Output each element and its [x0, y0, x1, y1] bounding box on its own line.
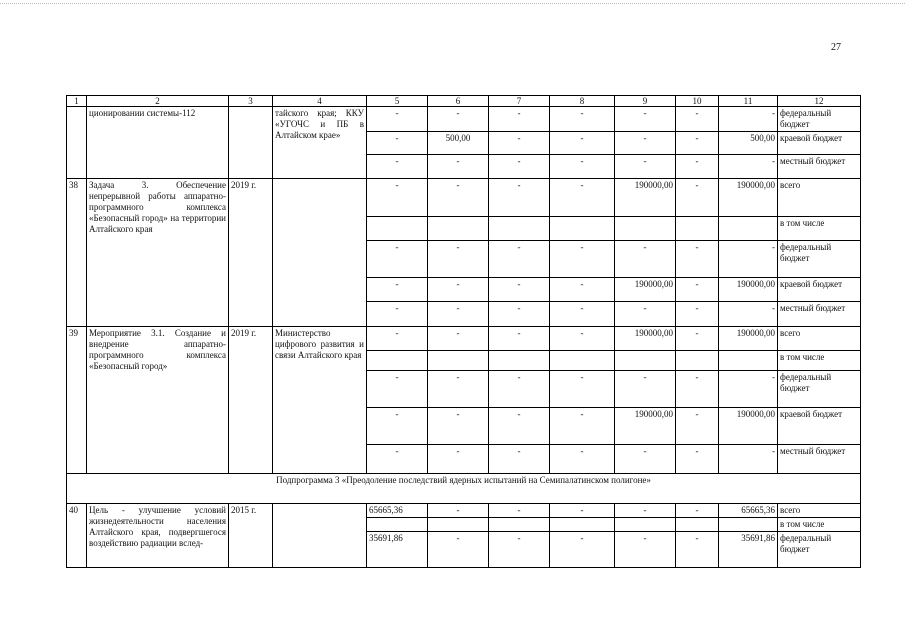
- value-cell: -: [489, 445, 550, 474]
- executor-cell: Министерство цифрового развития и связи Алтайского края: [273, 327, 367, 474]
- table-row: [67, 179, 861, 217]
- value-cell: -: [428, 278, 489, 302]
- funding-source-cell: местный бюджет: [778, 445, 861, 474]
- value-cell: -: [676, 278, 719, 302]
- value-cell: -: [367, 179, 428, 217]
- funding-source-cell: краевой бюджет: [778, 278, 861, 302]
- value-cell: -: [676, 107, 719, 132]
- value-cell: -: [367, 107, 428, 132]
- value-cell: -: [489, 155, 550, 179]
- header-cell: 1: [67, 96, 87, 107]
- value-cell: 190000,00: [719, 327, 778, 351]
- value-cell: [550, 518, 615, 532]
- value-cell: -: [615, 371, 676, 408]
- header-cell: 7: [489, 96, 550, 107]
- value-cell: -: [489, 408, 550, 445]
- value-cell: [676, 351, 719, 371]
- header-cell: 10: [676, 96, 719, 107]
- funding-source-cell: краевой бюджет: [778, 408, 861, 445]
- subprogram-row: [67, 474, 861, 504]
- value-cell: -: [676, 504, 719, 518]
- value-cell: -: [550, 107, 615, 132]
- value-cell: -: [676, 371, 719, 408]
- value-cell: -: [489, 302, 550, 327]
- header-cell: 2: [87, 96, 229, 107]
- header-cell: 4: [273, 96, 367, 107]
- value-cell: -: [428, 327, 489, 351]
- value-cell: -: [550, 408, 615, 445]
- value-cell: 35691,86: [367, 532, 428, 568]
- funding-source-cell: местный бюджет: [778, 302, 861, 327]
- value-cell: -: [489, 132, 550, 155]
- header-cell: 6: [428, 96, 489, 107]
- value-cell: -: [615, 107, 676, 132]
- year-cell: 2019 г.: [229, 327, 273, 474]
- header-cell: 5: [367, 96, 428, 107]
- funding-source-cell: федеральный бюджет: [778, 107, 861, 132]
- value-cell: -: [676, 132, 719, 155]
- value-cell: -: [676, 532, 719, 568]
- value-cell: [489, 518, 550, 532]
- value-cell: [719, 518, 778, 532]
- value-cell: -: [428, 241, 489, 278]
- value-cell: -: [489, 532, 550, 568]
- funding-source-cell: в том числе: [778, 217, 861, 241]
- value-cell: -: [367, 371, 428, 408]
- header-cell: 9: [615, 96, 676, 107]
- header-cell: 8: [550, 96, 615, 107]
- value-cell: [489, 217, 550, 241]
- value-cell: -: [489, 278, 550, 302]
- subprogram-title: Подпрограмма 3 «Преодоление последствий ядерных испытаний на Семипалатинском полигоне»: [67, 474, 861, 504]
- value-cell: -: [719, 155, 778, 179]
- value-cell: -: [367, 327, 428, 351]
- funding-source-cell: федеральный бюджет: [778, 241, 861, 278]
- value-cell: -: [367, 445, 428, 474]
- row-number-cell: 38: [67, 179, 87, 327]
- value-cell: -: [615, 504, 676, 518]
- value-cell: -: [489, 504, 550, 518]
- value-cell: -: [719, 107, 778, 132]
- value-cell: -: [428, 504, 489, 518]
- value-cell: -: [550, 371, 615, 408]
- funding-source-cell: всего: [778, 504, 861, 518]
- value-cell: -: [550, 132, 615, 155]
- value-cell: 500,00: [719, 132, 778, 155]
- funding-source-cell: федеральный бюджет: [778, 371, 861, 408]
- value-cell: 190000,00: [615, 327, 676, 351]
- value-cell: -: [550, 445, 615, 474]
- value-cell: -: [615, 445, 676, 474]
- year-cell: 2015 г.: [229, 504, 273, 568]
- executor-cell: [273, 504, 367, 568]
- funding-source-cell: федеральный бюджет: [778, 532, 861, 568]
- item-name-cell: Цель - улучшение условий жизнедеятельности населения Алтайского края, подвергшегося воздействию радиации вслед-: [87, 504, 229, 568]
- value-cell: [719, 217, 778, 241]
- value-cell: [676, 518, 719, 532]
- value-cell: 190000,00: [615, 408, 676, 445]
- value-cell: -: [615, 532, 676, 568]
- executor-cell: [273, 179, 367, 327]
- value-cell: [676, 217, 719, 241]
- value-cell: -: [550, 179, 615, 217]
- value-cell: -: [489, 179, 550, 217]
- row-number-cell: [67, 107, 87, 179]
- funding-source-cell: в том числе: [778, 518, 861, 532]
- header-cell: 12: [778, 96, 861, 107]
- value-cell: -: [550, 327, 615, 351]
- value-cell: -: [367, 132, 428, 155]
- value-cell: -: [615, 155, 676, 179]
- value-cell: -: [550, 278, 615, 302]
- header-row: [67, 96, 861, 107]
- value-cell: [550, 217, 615, 241]
- table-row: [67, 107, 861, 132]
- value-cell: -: [489, 241, 550, 278]
- header-cell: 11: [719, 96, 778, 107]
- value-cell: -: [676, 408, 719, 445]
- value-cell: [428, 351, 489, 371]
- value-cell: -: [428, 408, 489, 445]
- value-cell: -: [367, 278, 428, 302]
- executor-cell: тайского края; ККУ «УГОЧС и ПБ в Алтайском крае»: [273, 107, 367, 179]
- value-cell: -: [428, 532, 489, 568]
- value-cell: -: [550, 241, 615, 278]
- value-cell: -: [489, 107, 550, 132]
- value-cell: -: [550, 504, 615, 518]
- value-cell: 190000,00: [719, 408, 778, 445]
- value-cell: -: [615, 302, 676, 327]
- program-table: [66, 95, 861, 568]
- item-name-cell: Задача 3. Обеспечение непрерывной работы аппаратно-программного комплекса «Безопасный город» на территории Алтайского края: [87, 179, 229, 327]
- value-cell: -: [367, 408, 428, 445]
- value-cell: -: [615, 132, 676, 155]
- value-cell: -: [428, 371, 489, 408]
- value-cell: 190000,00: [615, 278, 676, 302]
- funding-source-cell: в том числе: [778, 351, 861, 371]
- value-cell: -: [676, 327, 719, 351]
- value-cell: -: [676, 241, 719, 278]
- value-cell: -: [367, 241, 428, 278]
- value-cell: [428, 518, 489, 532]
- value-cell: 190000,00: [615, 179, 676, 217]
- value-cell: 190000,00: [719, 278, 778, 302]
- value-cell: -: [367, 302, 428, 327]
- value-cell: -: [550, 155, 615, 179]
- year-cell: 2019 г.: [229, 179, 273, 327]
- item-name-cell: Мероприятие 3.1. Создание и внедрение аппаратно-программного комплекса «Безопасный город»: [87, 327, 229, 474]
- funding-source-cell: всего: [778, 327, 861, 351]
- value-cell: -: [676, 155, 719, 179]
- scan-edge-line: [0, 3, 905, 4]
- value-cell: -: [550, 532, 615, 568]
- header-cell: 3: [229, 96, 273, 107]
- row-number-cell: 40: [67, 504, 87, 568]
- value-cell: [367, 217, 428, 241]
- value-cell: -: [428, 302, 489, 327]
- page-number: 27: [831, 42, 841, 53]
- value-cell: [615, 351, 676, 371]
- funding-source-cell: местный бюджет: [778, 155, 861, 179]
- table-row: [67, 504, 861, 518]
- value-cell: -: [489, 327, 550, 351]
- value-cell: -: [676, 179, 719, 217]
- table-row: [67, 327, 861, 351]
- value-cell: -: [719, 241, 778, 278]
- value-cell: -: [615, 241, 676, 278]
- value-cell: -: [489, 371, 550, 408]
- value-cell: -: [676, 302, 719, 327]
- value-cell: -: [428, 179, 489, 217]
- value-cell: 65665,36: [367, 504, 428, 518]
- value-cell: [615, 217, 676, 241]
- value-cell: 35691,86: [719, 532, 778, 568]
- value-cell: -: [428, 107, 489, 132]
- value-cell: [367, 518, 428, 532]
- value-cell: -: [367, 155, 428, 179]
- value-cell: -: [428, 445, 489, 474]
- value-cell: 65665,36: [719, 504, 778, 518]
- value-cell: [550, 351, 615, 371]
- value-cell: -: [719, 302, 778, 327]
- value-cell: -: [719, 445, 778, 474]
- value-cell: -: [428, 155, 489, 179]
- funding-source-cell: краевой бюджет: [778, 132, 861, 155]
- value-cell: [428, 217, 489, 241]
- year-cell: [229, 107, 273, 179]
- value-cell: -: [676, 445, 719, 474]
- row-number-cell: 39: [67, 327, 87, 474]
- item-name-cell: ционировании системы-112: [87, 107, 229, 179]
- value-cell: [615, 518, 676, 532]
- value-cell: [367, 351, 428, 371]
- value-cell: -: [719, 371, 778, 408]
- value-cell: [719, 351, 778, 371]
- value-cell: [489, 351, 550, 371]
- value-cell: 500,00: [428, 132, 489, 155]
- value-cell: -: [550, 302, 615, 327]
- value-cell: 190000,00: [719, 179, 778, 217]
- funding-source-cell: всего: [778, 179, 861, 217]
